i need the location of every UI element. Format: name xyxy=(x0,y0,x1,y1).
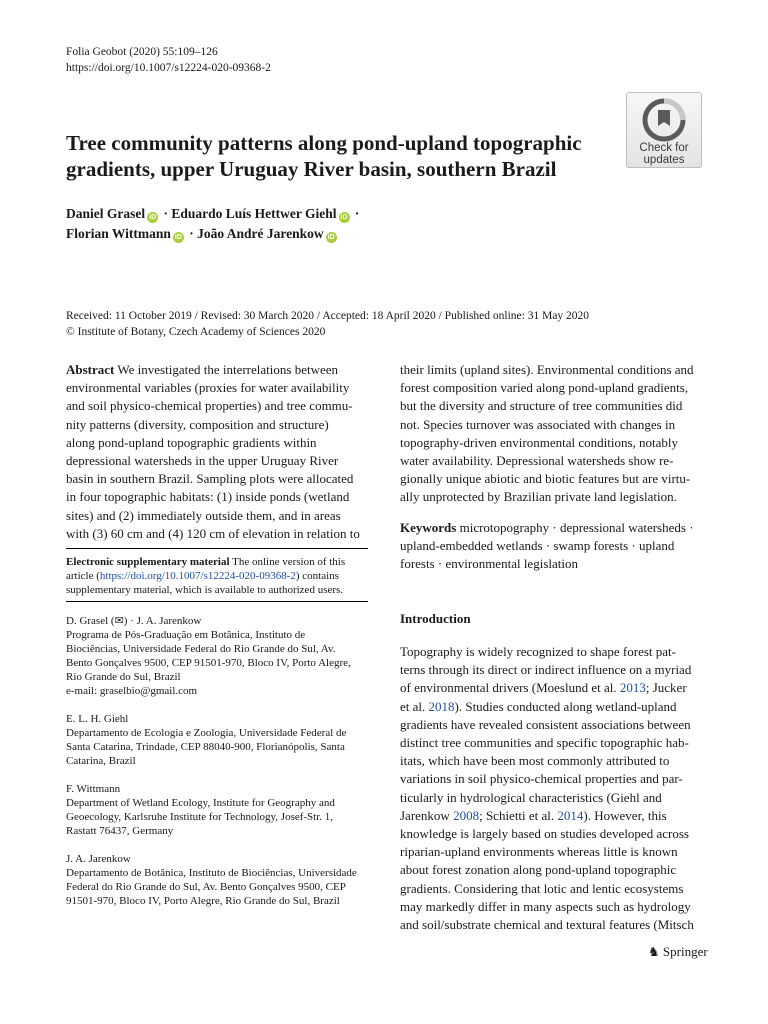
intro-line: distinct tree communities and specific topographic hab- xyxy=(400,735,689,751)
citation-link[interactable]: 2014 xyxy=(557,807,584,823)
check-updates-icon xyxy=(642,98,686,142)
orcid-icon[interactable]: iD xyxy=(340,214,348,221)
publication-dates xyxy=(66,308,589,340)
esm-link[interactable]: https://doi.org/10.1007/s12224-020-09368-2 xyxy=(99,570,296,582)
abstract-line xyxy=(66,361,368,379)
intro-line: gradients. Considering that lotic and lentic ecosystems xyxy=(400,880,684,896)
doi-link[interactable]: https://doi.org/10.1007/s12224-020-09368-2 xyxy=(66,62,271,74)
abstract-line: in four topographic habitats: (1) inside ponds (wetland xyxy=(66,489,350,505)
affiliation-line: Biociências, Universidade Federal do Rio Grande do Sul, Av. xyxy=(66,643,336,655)
check-badge-line2: updates xyxy=(643,154,685,166)
affiliation-block xyxy=(66,852,368,908)
abstract-line: along pond-upland topographic gradients within xyxy=(66,434,317,450)
citation-link[interactable]: 2013 xyxy=(619,680,646,696)
orcid-icon[interactable]: iD xyxy=(327,234,335,241)
keywords-label: Keywords xyxy=(400,520,457,535)
affiliation-line: Department of Wetland Ecology, Institute for Geography and xyxy=(66,797,335,809)
affiliation-line: J. A. Jarenkow xyxy=(66,853,131,865)
keywords xyxy=(400,519,704,574)
journal-header xyxy=(66,44,271,76)
abstract-line: forest composition varied along pond-upland gradients, xyxy=(400,380,689,396)
intro-line xyxy=(400,807,704,825)
intro-line: ticularly in hydrological characteristics (Giehl and xyxy=(400,789,662,805)
affiliation-line: Catarina, Brazil xyxy=(66,755,136,767)
citation-link[interactable]: 2008 xyxy=(453,807,480,823)
abstract-text: We investigated the interrelations between xyxy=(117,362,338,377)
intro-line: gradients have revealed consistent associations between xyxy=(400,716,691,732)
author-name[interactable]: Eduardo Luís Hettwer Giehl xyxy=(171,206,337,221)
affiliation-line: Santa Catarina, Trindade, CEP 88040-900, Florianópolis, Santa xyxy=(66,741,345,753)
intro-text: et al. xyxy=(400,698,429,714)
intro-line: riparian-upland environments whereas little is known xyxy=(400,844,678,860)
abstract-right xyxy=(400,361,704,507)
keywords-line: forests · environmental legislation xyxy=(400,556,578,572)
publisher-name: Springer xyxy=(662,944,708,959)
abstract-line: basin in southern Brazil. Sampling plots were allocated xyxy=(66,471,354,487)
orcid-icon[interactable]: iD xyxy=(174,234,182,241)
affiliation-block xyxy=(66,712,368,768)
orcid-icon[interactable]: iD xyxy=(149,214,157,221)
intro-text: Jarenkow xyxy=(400,807,454,823)
section-heading: Introduction xyxy=(400,611,471,626)
author-name[interactable]: Florian Wittmann xyxy=(66,226,171,241)
intro-line: may markedly differ in many aspects such as hydrology xyxy=(400,898,691,914)
abstract-line: environmental variables (proxies for water availability xyxy=(66,380,350,396)
keywords-line: upland-embedded wetlands · swamp forests · upland xyxy=(400,538,675,554)
abstract-line: with (3) 60 cm and (4) 120 cm of elevation in relation to xyxy=(66,525,360,541)
intro-line: Topography is widely recognized to shape forest pat- xyxy=(400,644,676,659)
dates-line: Received: 11 October 2019 / Revised: 30 March 2020 / Accepted: 18 April 2020 / Published online: 31 May 2020 xyxy=(66,310,590,322)
intro-line: itats, which have been most commonly attributed to xyxy=(400,753,670,769)
author-list xyxy=(66,204,359,244)
abstract-line: water availability. Depressional watersheds show re- xyxy=(400,453,674,469)
abstract-line: their limits (upland sites). Environmental conditions and xyxy=(400,362,694,377)
article-title: Tree community patterns along pond-upland topographic gradients, upper Uruguay River basin, southern Brazil xyxy=(66,131,582,181)
affiliation-block xyxy=(66,782,368,838)
keywords-text: microtopography · depressional watersheds · xyxy=(459,520,694,535)
esm-text: ) contains xyxy=(295,570,339,582)
intro-text: of environmental drivers (Moeslund et al. xyxy=(400,680,620,696)
affiliation-line: Geoecology, Karlsruhe Institute for Technology, Josef-Str. 1, xyxy=(66,811,334,823)
intro-line: knowledge is largely based on studies developed across xyxy=(400,826,689,842)
affiliation-line: Bento Gonçalves 9500, CEP 91501-970, Bloco IV, Porto Alegre, xyxy=(66,657,351,669)
affiliations xyxy=(66,614,368,922)
supplementary-note xyxy=(66,548,368,602)
affiliation-line: Federal do Rio Grande do Sul, Av. Bento Gonçalves 9500, CEP xyxy=(66,881,346,893)
intro-line: and soil/substrate chemical and textural features (Mitsch xyxy=(400,917,694,933)
affiliation-line: Programa de Pós-Graduação em Botânica, Instituto de xyxy=(66,629,306,641)
intro-line xyxy=(400,679,704,697)
esm-text: article ( xyxy=(66,570,100,582)
author-name[interactable]: Daniel Grasel xyxy=(66,206,146,221)
citation-link[interactable]: 2018 xyxy=(428,698,455,714)
check-badge-line1: Check for xyxy=(639,142,689,154)
author-name[interactable]: João André Jarenkow xyxy=(197,226,324,241)
check-for-updates-badge[interactable] xyxy=(626,92,702,168)
abstract-left xyxy=(66,361,368,543)
esm-line xyxy=(66,555,368,569)
affiliation-line: 91501-970, Bloco IV, Porto Alegre, Rio Grande do Sul, Brazil xyxy=(66,895,340,907)
intro-line: variations in soil physico-chemical properties and par- xyxy=(400,771,683,787)
intro-line: about forest zonation along pond-upland topographic xyxy=(400,862,677,878)
affiliation-line: Rio Grande do Sul, Brazil xyxy=(66,671,181,683)
esm-label: Electronic supplementary material xyxy=(66,556,230,568)
intro-text: ; Schietti et al. xyxy=(479,807,558,823)
publisher-logo xyxy=(648,944,708,960)
springer-horse-icon: ♞ xyxy=(648,944,660,959)
abstract-line: gionally unique abiotic and biotic features but are virtu- xyxy=(400,471,691,487)
author-separator: · xyxy=(163,206,169,221)
abstract-line: but the diversity and structure of tree communities did xyxy=(400,398,683,414)
esm-text: supplementary material, which is available to authorized users. xyxy=(66,584,344,596)
affiliation-block xyxy=(66,614,368,698)
affiliation-line: Departamento de Ecologia e Zoologia, Universidade Federal de xyxy=(66,727,347,739)
affiliation-line: E. L. H. Giehl xyxy=(66,713,129,725)
abstract-line: sites) and (2) immediately outside them, and in areas xyxy=(66,507,341,523)
abstract-line: topography-driven environmental conditions, notably xyxy=(400,434,678,450)
esm-text: The online version of this xyxy=(232,556,346,568)
abstract-line: depressional watersheds in the upper Uruguay River xyxy=(66,453,339,469)
copyright-line: © Institute of Botany, Czech Academy of Sciences 2020 xyxy=(66,326,326,338)
journal-citation: Folia Geobot (2020) 55:109–126 xyxy=(66,46,218,58)
intro-text: ). Studies conducted along wetland-upland xyxy=(454,698,677,714)
abstract-line: ally unprotected by Brazilian private land legislation. xyxy=(400,489,677,505)
esm-line xyxy=(66,569,368,583)
abstract-line: nity patterns (diversity, composition and structure) xyxy=(66,416,329,432)
keywords-line xyxy=(400,519,704,537)
intro-text: ; Jucker xyxy=(645,680,687,696)
intro-line: terns through its direct or indirect influence on a myriad xyxy=(400,662,692,678)
author-separator: · xyxy=(189,226,194,241)
introduction-body xyxy=(400,643,704,934)
abstract-line: and soil physico-chemical properties) and tree commu- xyxy=(66,398,353,414)
author-separator: · xyxy=(354,206,360,221)
intro-line xyxy=(400,698,704,716)
affiliation-line: Rastatt 76437, Germany xyxy=(66,825,174,837)
affiliation-line: D. Grasel (✉) · J. A. Jarenkow xyxy=(66,615,202,627)
email-link[interactable]: e-mail: graselbio@gmail.com xyxy=(66,685,198,697)
affiliation-line: F. Wittmann xyxy=(66,783,121,795)
abstract-label: Abstract xyxy=(66,362,115,377)
abstract-line: not. Species turnover was associated with changes in xyxy=(400,416,676,432)
affiliation-line: Departamento de Botânica, Instituto de Biociências, Universidade xyxy=(66,867,357,879)
intro-text: ). However, this xyxy=(583,807,667,823)
